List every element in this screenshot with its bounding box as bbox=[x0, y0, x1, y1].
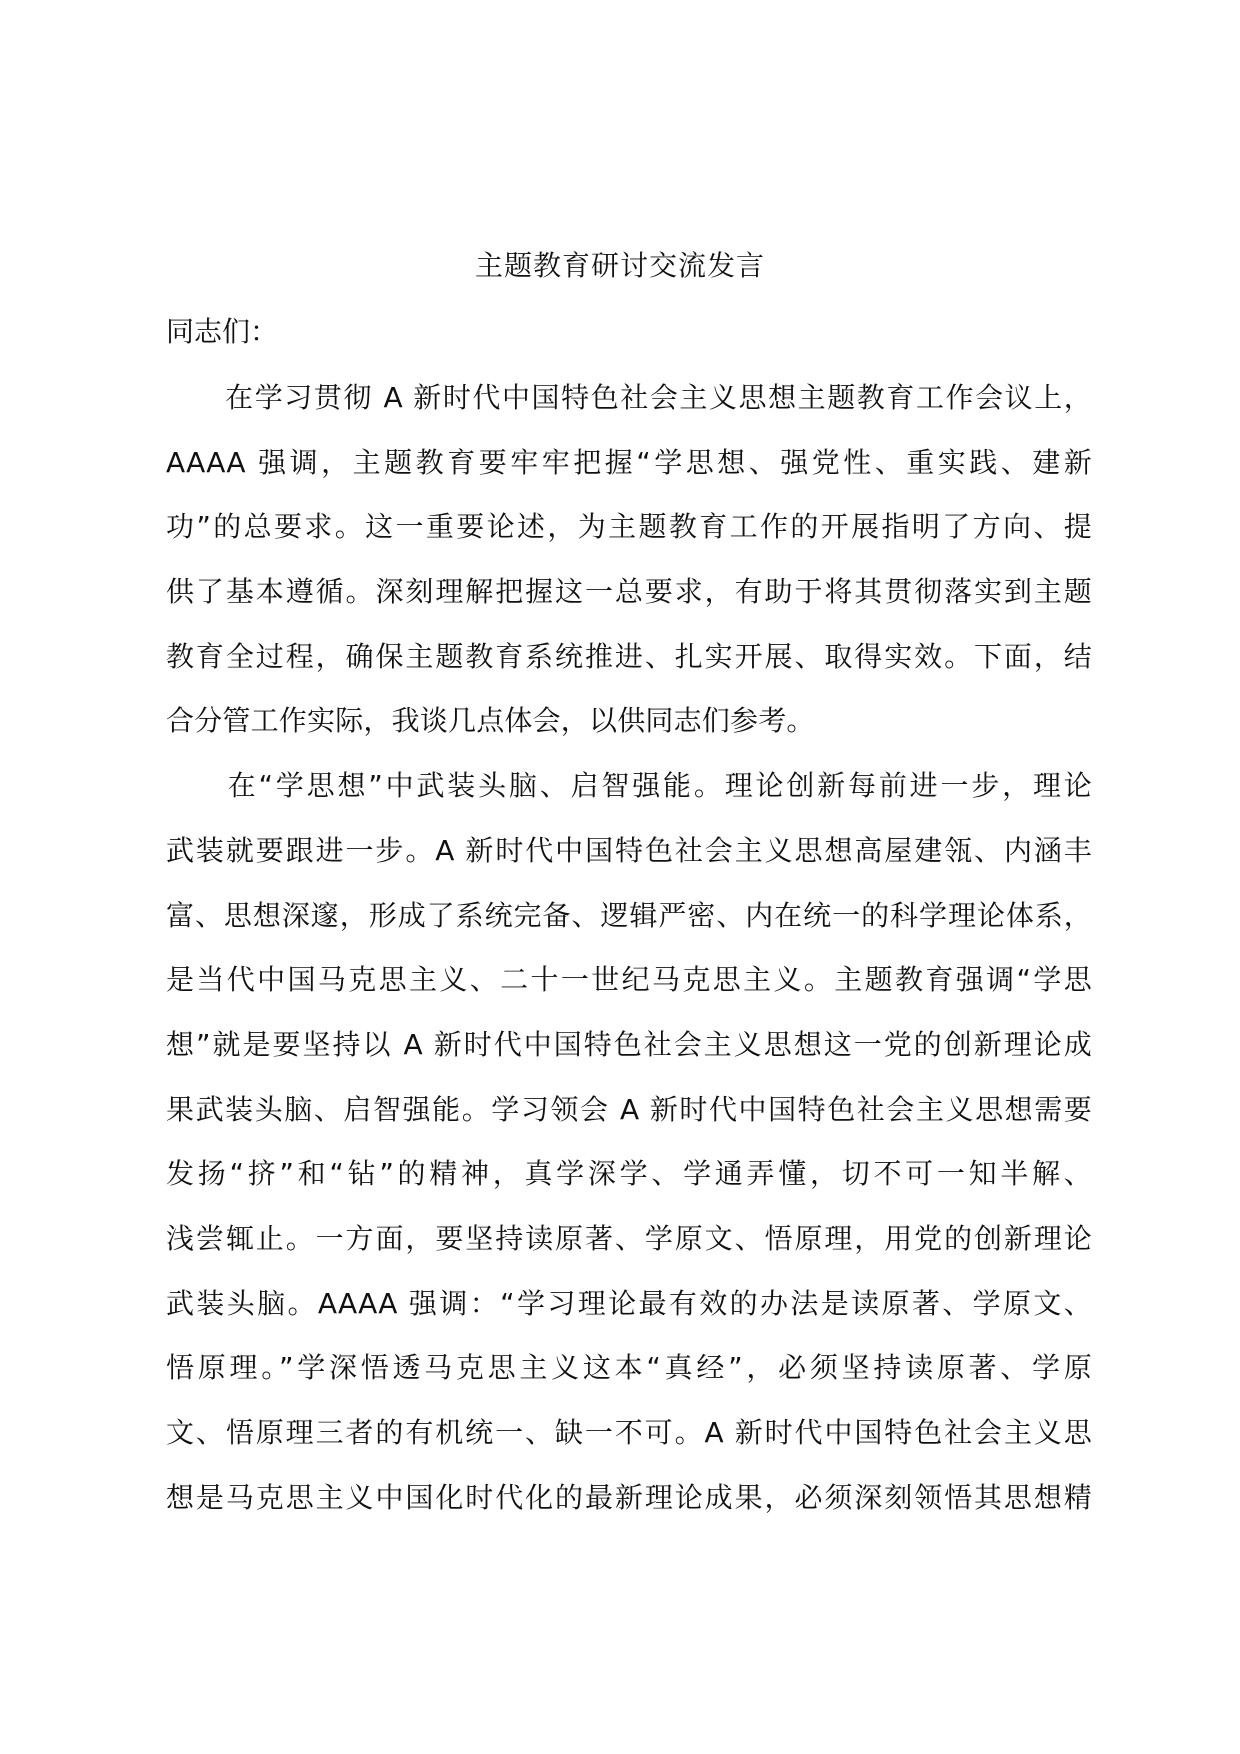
text-line: 供了基本遵循。深刻理解把握这一总要求，有助于将其贯彻落实到主题 bbox=[166, 575, 1092, 609]
text-line: 武装就要跟进一步。A 新时代中国特色社会主义思想高屋建瓴、内涵丰 bbox=[166, 833, 1092, 867]
document-title: 主题教育研讨交流发言 bbox=[474, 249, 765, 282]
text-line: 在“学思想”中武装头脑、启智强能。理论创新每前进一步，理论 bbox=[166, 769, 1092, 803]
salutation: 同志们： bbox=[166, 315, 279, 348]
text-line: 功”的总要求。这一重要论述，为主题教育工作的开展指明了方向、提 bbox=[166, 510, 1092, 544]
text-line: 果武装头脑、启智强能。学习领会 A 新时代中国特色社会主义思想需要 bbox=[166, 1092, 1092, 1126]
text-line: AAAA 强调，主题教育要牢牢把握“学思想、强党性、重实践、建新 bbox=[166, 445, 1092, 479]
text-line: 想”就是要坚持以 A 新时代中国特色社会主义思想这一党的创新理论成 bbox=[166, 1027, 1092, 1061]
text-line: 合分管工作实际，我谈几点体会，以供同志们参考。 bbox=[166, 704, 815, 738]
text-line: 教育全过程，确保主题教育系统推进、扎实开展、取得实效。下面，结 bbox=[166, 639, 1092, 673]
text-line: 悟原理。”学深悟透马克思主义这本“真经”，必须坚持读原著、学原 bbox=[166, 1351, 1092, 1385]
text-line: 武装头脑。AAAA 强调：“学习理论最有效的办法是读原著、学原文、 bbox=[166, 1286, 1092, 1320]
body-text bbox=[166, 366, 1092, 1530]
text-line: 浅尝辄止。一方面，要坚持读原著、学原文、悟原理，用党的创新理论 bbox=[166, 1221, 1092, 1255]
text-line: 在学习贯彻 A 新时代中国特色社会主义思想主题教育工作会议上， bbox=[166, 381, 1092, 414]
text-line: 想是马克思主义中国化时代化的最新理论成果，必须深刻领悟其思想精 bbox=[166, 1480, 1092, 1514]
text-line: 富、思想深邃，形成了系统完备、逻辑严密、内在统一的科学理论体系， bbox=[166, 898, 1092, 932]
text-line: 是当代中国马克思主义、二十一世纪马克思主义。主题教育强调“学思 bbox=[166, 963, 1092, 997]
text-line: 文、悟原理三者的有机统一、缺一不可。A 新时代中国特色社会主义思 bbox=[166, 1416, 1092, 1449]
text-line: 发扬“挤”和“钻”的精神，真学深学、学通弄懂，切不可一知半解、 bbox=[166, 1157, 1092, 1191]
